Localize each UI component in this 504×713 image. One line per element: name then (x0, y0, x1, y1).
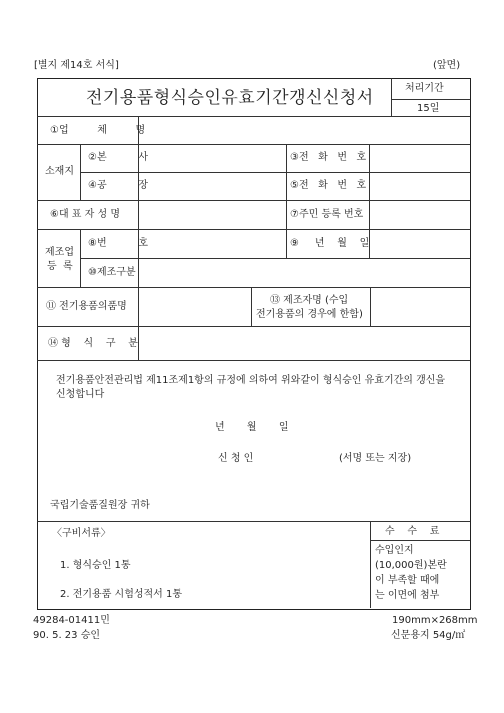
head-office-phone-field[interactable] (370, 145, 469, 171)
representative-label: ⑥대 표 자 성 명 (50, 209, 120, 220)
factory-label: ④공 장 (88, 180, 149, 191)
registration-number-label: ⑧번 호 (88, 238, 149, 249)
representative-field[interactable] (139, 201, 285, 228)
type-classification-label: ⑭ 형 식 구 분 (48, 338, 138, 349)
resident-number-label: ⑦주민 등록 번호 (290, 209, 364, 220)
fee-line-4: 는 이면에 첨부 (375, 590, 440, 601)
form-code: 49284-01411민 (33, 615, 110, 626)
head-office-field[interactable] (139, 145, 285, 171)
maker-label-2: 전기용품의 경우에 한함) (256, 309, 363, 320)
type-classification-field[interactable] (139, 327, 469, 359)
maker-field[interactable] (371, 288, 469, 325)
product-name-label: ⑪ 전기용품의품명 (46, 301, 127, 312)
statement-line-2: 신청합니다 (56, 389, 105, 400)
statement-line-1: 전기용품안전관리법 제11조제1항의 규정에 의하여 위와같이 형식승인 유효기간의 갱신을 (56, 375, 446, 386)
page-side-label: (앞면) (433, 60, 461, 71)
approval-date: 90. 5. 23 승인 (33, 630, 101, 641)
registration-date-label: ⑨ 년 월 일 (290, 238, 370, 249)
company-name-label: ①업 체 명 (50, 125, 146, 136)
head-office-label: ②본 사 (88, 152, 149, 163)
attachment-item-2: 2. 전기용품 시험성적서 1통 (60, 589, 183, 600)
fee-line-3: 이 부족할 때에 (375, 575, 440, 586)
application-date: 년 월 일 (215, 422, 289, 433)
manufacturer-registration-label-1: 제조업 (45, 247, 74, 258)
registration-number-field[interactable] (139, 230, 285, 257)
fee-header: 수 수 료 (385, 526, 440, 537)
paper-size: 190mm×268mm (392, 615, 478, 626)
processing-period-value: 15일 (417, 103, 440, 114)
attachments-header: 〈구비서류〉 (52, 528, 111, 539)
manufacturing-type-label: ⑩제조구분 (88, 267, 136, 278)
manufacturing-type-field[interactable] (139, 259, 469, 286)
head-office-phone-label: ③전 화 번 호 (290, 152, 367, 163)
registration-date-field[interactable] (370, 230, 469, 257)
paper-type: 신문용지 54g/㎡ (391, 630, 466, 641)
maker-label-1: ⑬ 제조자명 (수입 (270, 295, 349, 306)
form-number: [별지 제14호 서식] (34, 60, 119, 71)
factory-phone-field[interactable] (370, 173, 469, 199)
attachment-item-1: 1. 형식승인 1통 (60, 560, 131, 571)
factory-phone-label: ⑤전 화 번 호 (290, 180, 367, 191)
manufacturer-registration-label-2: 등 록 (47, 261, 73, 272)
resident-number-field[interactable] (370, 201, 469, 228)
form-title: 전기용품형식승인유효기간갱신신청서 (86, 88, 374, 108)
fee-line-1: 수입인지 (375, 545, 414, 556)
location-label: 소재지 (45, 166, 74, 177)
fee-line-2: (10,000원)본란 (375, 560, 447, 571)
processing-period-label: 처리기간 (405, 83, 444, 94)
signature-label: (서명 또는 지장) (339, 453, 412, 464)
company-name-field[interactable] (139, 117, 469, 143)
applicant-label: 신 청 인 (218, 453, 254, 464)
applicant-field[interactable] (262, 450, 332, 466)
addressee: 국립기술품질원장 귀하 (50, 500, 150, 511)
product-name-field[interactable] (139, 288, 250, 325)
factory-field[interactable] (139, 173, 285, 199)
